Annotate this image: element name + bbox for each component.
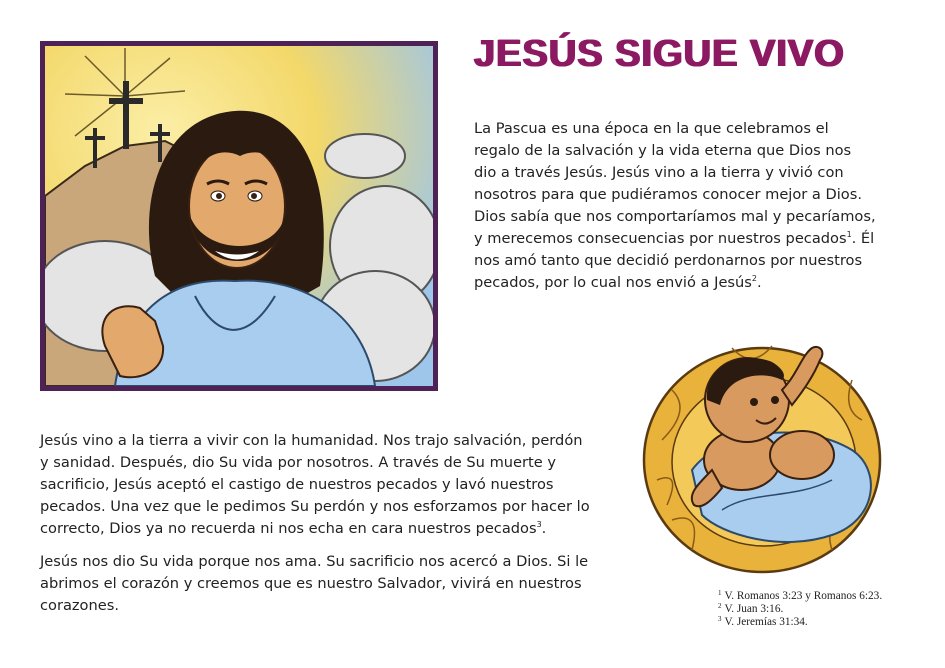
closing-line: corazones. (40, 597, 119, 614)
footnote-number: 3 (718, 615, 722, 623)
footnotes (718, 590, 882, 629)
intro-line: nosotros para que pudiéramos conocer mejor a Dios. (474, 186, 862, 203)
body-line: y sanidad. Después, dio Su vida por nosotros. A través de Su muerte y (40, 454, 556, 471)
baby-jesus-in-manger-illustration (632, 320, 896, 588)
closing-paragraph (40, 551, 630, 617)
intro-line-tail: . (756, 274, 762, 291)
body-line-tail: . (541, 520, 547, 537)
page-title: JESÚS SIGUE VIVO (474, 33, 845, 75)
intro-line: dio a través Jesús. Jesús vino a la tierra y vivió con (474, 164, 844, 181)
intro-paragraph (474, 118, 904, 294)
intro-line-text: pecados, por lo cual nos envió a Jesús (474, 274, 752, 291)
footnote (718, 590, 882, 603)
closing-line: abrimos el corazón y creemos que es nuestro Salvador, vivirá en nuestros (40, 575, 582, 592)
body-line: sacrificio, Jesús aceptó el castigo de nuestros pecados y lavó nuestros (40, 476, 554, 493)
body-line-text: correcto, Dios ya no recuerda ni nos echa en cara nuestros pecados (40, 520, 537, 537)
intro-line: Dios sabía que nos comportaríamos mal y pecaríamos, (474, 208, 876, 225)
footnote (718, 616, 882, 629)
intro-line: regalo de la salvación y la vida eterna que Dios nos (474, 142, 852, 159)
risen-jesus-illustration (40, 41, 438, 391)
body-line: pecados. Una vez que le pedimos Su perdón y nos esforzamos por hacer lo (40, 498, 590, 515)
body-line (40, 518, 630, 540)
footnote-ref: 3 (536, 520, 542, 529)
footnote-text: V. Romanos 3:23 y Romanos 6:23. (724, 590, 883, 602)
body-line: Jesús vino a la tierra a vivir con la humanidad. Nos trajo salvación, perdón (40, 432, 583, 449)
footnote (718, 603, 882, 616)
intro-line (474, 272, 904, 294)
footnote-ref: 1 (846, 230, 852, 239)
footnote-number: 2 (718, 602, 722, 610)
footnote-text: V. Jeremías 31:34. (724, 616, 808, 628)
intro-line (474, 228, 904, 250)
footnote-text: V. Juan 3:16. (724, 603, 784, 615)
intro-line: nos amó tanto que decidió perdonarnos por nuestros (474, 252, 863, 269)
footnote-number: 1 (718, 589, 722, 597)
footnote-ref: 2 (751, 274, 757, 283)
intro-line: La Pascua es una época en la que celebramos el (474, 120, 829, 137)
intro-line-tail: . Él (851, 230, 875, 247)
closing-line: Jesús nos dio Su vida porque nos ama. Su sacrificio nos acercó a Dios. Si le (40, 553, 589, 570)
body-paragraph (40, 430, 630, 540)
intro-line-text: y merecemos consecuencias por nuestros pecados (474, 230, 847, 247)
